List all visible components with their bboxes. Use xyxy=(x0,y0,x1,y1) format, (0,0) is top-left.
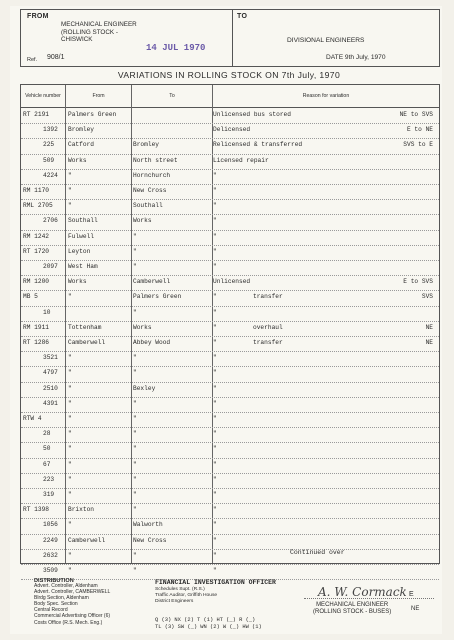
table-row xyxy=(21,138,439,154)
to-cell: " xyxy=(133,491,137,498)
fio-heading: FINANCIAL INVESTIGATION OFFICER xyxy=(155,579,276,586)
reason-cell: " xyxy=(213,369,217,377)
vehicle-number: 1056 xyxy=(43,521,58,529)
table-row xyxy=(21,534,439,550)
reason-cell: Unlicensed xyxy=(213,278,251,286)
signature-line xyxy=(304,598,434,599)
table-row xyxy=(21,382,439,398)
to-cell: Southall xyxy=(133,202,163,210)
reason-cell: " xyxy=(213,430,217,438)
from-cell: " xyxy=(68,445,72,453)
from-cell: Leyton xyxy=(68,247,91,255)
reason-detail-cell: overhaul xyxy=(253,323,283,331)
vehicle-number: RM 1200 xyxy=(23,278,49,286)
continued-note: Continued over xyxy=(290,549,345,556)
reason-cell: " xyxy=(213,217,217,225)
vehicle-number: 509 xyxy=(43,156,55,164)
from-cell: Southall xyxy=(68,217,98,225)
vehicle-number: RT 2191 xyxy=(23,111,49,118)
to-cell: Works xyxy=(133,217,152,225)
ref-label: Ref. xyxy=(27,57,38,63)
to-cell: " xyxy=(133,415,137,422)
vehicle-number: 2706 xyxy=(43,217,58,225)
header-to: To xyxy=(169,93,175,99)
memo-date: DATE 9th July, 1970 xyxy=(326,54,386,61)
to-cell: New Cross xyxy=(133,536,167,544)
handwritten-note-ne: NE xyxy=(411,606,420,612)
vehicle-number: 3509 xyxy=(43,567,58,574)
table-row xyxy=(21,351,439,367)
vehicle-number: 50 xyxy=(43,445,51,453)
table-row xyxy=(21,154,439,170)
memo-header xyxy=(20,9,440,67)
vehicle-number: 319 xyxy=(43,491,55,498)
reason-cell: " xyxy=(213,187,217,194)
from-cell: " xyxy=(68,430,72,438)
reason-cell: " xyxy=(213,567,217,574)
table-row xyxy=(21,473,439,489)
vehicle-number: 3521 xyxy=(43,354,58,362)
table-row xyxy=(21,442,439,458)
from-cell: " xyxy=(68,551,72,559)
distribution-label: DISTRIBUTION xyxy=(34,578,74,584)
table-row xyxy=(21,245,439,261)
vehicle-number: RM 1170 xyxy=(23,187,49,194)
table-row xyxy=(21,488,439,504)
reason-cell: " xyxy=(213,293,217,301)
header-vehicle: Vehicle number xyxy=(25,93,61,99)
to-cell: Works xyxy=(133,323,152,331)
to-cell: " xyxy=(133,460,137,468)
reason-cell: " xyxy=(213,460,217,468)
to-recipient: DIVISIONAL ENGINEERS xyxy=(287,37,365,44)
vehicle-number: RT 1398 xyxy=(23,506,49,514)
from-cell: Camberwell xyxy=(68,339,106,346)
reason-cell: " xyxy=(213,475,217,483)
vehicle-number: RT 1720 xyxy=(23,247,49,255)
reason-cell: Licensed repair xyxy=(213,156,269,164)
ref-value: 908/1 xyxy=(47,54,65,61)
reason-cell: " xyxy=(213,247,217,255)
division-cell: E to NE xyxy=(407,126,433,134)
to-cell: New Cross xyxy=(133,187,167,194)
from-cell: " xyxy=(68,354,72,362)
document-title: VARIATIONS IN ROLLING STOCK ON 7th July, 1970 xyxy=(117,70,341,80)
reason-cell: " xyxy=(213,232,217,240)
cc-list: Schedules Supt. (R.S.) Traffic Auditor, Griffith House District Engineers xyxy=(155,587,218,605)
division-cell: E to SVS xyxy=(403,278,433,286)
to-cell: North street xyxy=(133,156,178,164)
header-reason: Reason for variation xyxy=(302,93,350,99)
to-label: TO xyxy=(237,13,248,20)
vehicle-number: 2097 xyxy=(43,263,58,270)
vehicle-number: 225 xyxy=(43,141,55,149)
table-row xyxy=(21,123,439,139)
vehicle-number: 2249 xyxy=(43,536,58,544)
table-row xyxy=(21,184,439,200)
vehicle-number: 2510 xyxy=(43,384,58,392)
vehicle-number: 2632 xyxy=(43,551,58,559)
header-divider xyxy=(232,10,233,66)
table-row xyxy=(21,306,439,322)
table-row xyxy=(21,336,439,352)
from-cell: " xyxy=(68,384,72,392)
header-from: From xyxy=(92,93,105,99)
from-cell: " xyxy=(68,460,72,468)
table-row xyxy=(21,108,439,124)
to-cell: " xyxy=(133,551,137,559)
from-label: FROM xyxy=(27,13,49,20)
from-cell: " xyxy=(68,521,72,529)
table-row xyxy=(21,458,439,474)
from-cell: " xyxy=(68,399,72,407)
table-row xyxy=(21,260,439,276)
vehicle-number: MB 5 xyxy=(23,293,38,301)
vehicle-number: 223 xyxy=(43,475,55,483)
from-cell: Works xyxy=(68,156,87,164)
reason-detail-cell: transfer xyxy=(253,293,283,301)
from-cell: " xyxy=(68,171,72,179)
to-cell: " xyxy=(133,399,137,407)
from-cell: Fulwell xyxy=(68,232,94,240)
table-row xyxy=(21,214,439,230)
from-cell: Works xyxy=(68,278,87,286)
reason-cell: " xyxy=(213,536,217,544)
vehicle-number: 28 xyxy=(43,430,51,438)
table-row xyxy=(21,199,439,215)
reason-cell: " xyxy=(213,551,217,559)
table-row xyxy=(21,412,439,428)
from-cell: " xyxy=(68,475,72,483)
vehicle-number: 1392 xyxy=(43,126,58,134)
to-cell: " xyxy=(133,354,137,362)
table-row xyxy=(21,518,439,534)
from-cell: " xyxy=(68,415,72,422)
from-cell: Brixton xyxy=(68,506,94,514)
from-cell: West Ham xyxy=(68,263,98,270)
from-cell: Bromley xyxy=(68,126,94,134)
vehicle-number: 4797 xyxy=(43,369,58,377)
table-row xyxy=(21,321,439,337)
reason-cell: " xyxy=(213,323,217,331)
table-row xyxy=(21,503,439,519)
to-cell: Abbey Wood xyxy=(133,339,171,346)
reason-cell: " xyxy=(213,339,217,346)
from-line-2: (ROLLING STOCK - xyxy=(61,28,118,36)
division-cell: NE xyxy=(425,323,433,331)
vehicle-number: 10 xyxy=(43,308,51,316)
reason-cell: " xyxy=(213,506,217,514)
garage-codes: Q (3) NX (2) T (1) HT (_) R (_) TL (3) SW (_) WN (2) W (_) HW (1) xyxy=(155,617,262,630)
to-cell: Walworth xyxy=(133,521,163,529)
reason-cell: " xyxy=(213,445,217,453)
division-cell: NE to SVS xyxy=(399,111,433,118)
vehicle-number: RT 1286 xyxy=(23,339,49,346)
signature: A. W. Cormack xyxy=(318,585,407,599)
from-cell: " xyxy=(68,293,72,301)
to-cell: " xyxy=(133,506,137,514)
from-address xyxy=(61,21,137,44)
from-line-1: MECHANICAL ENGINEER xyxy=(61,21,137,28)
vehicle-number: RM 1242 xyxy=(23,232,49,240)
table-row xyxy=(21,366,439,382)
from-cell: Palmers Green xyxy=(68,111,117,118)
from-line-3: CHISWICK xyxy=(61,36,93,44)
division-cell: SVS to E xyxy=(403,141,433,149)
to-cell: Bromley xyxy=(133,141,159,149)
reason-detail-cell: transfer xyxy=(253,339,283,346)
division-cell: SVS xyxy=(421,293,433,301)
vehicle-number: 4391 xyxy=(43,399,58,407)
table-row xyxy=(21,427,439,443)
from-cell: " xyxy=(68,202,72,210)
to-cell: " xyxy=(133,475,137,483)
table-row xyxy=(21,397,439,413)
from-cell: Camberwell xyxy=(68,536,106,544)
reason-cell: " xyxy=(213,399,217,407)
from-cell: " xyxy=(68,567,72,574)
to-cell: Palmers Green xyxy=(133,293,182,301)
reason-cell: Relicensed & transferred xyxy=(213,141,303,149)
reason-cell: " xyxy=(213,415,217,422)
table-row xyxy=(21,549,439,565)
to-cell: " xyxy=(133,308,137,316)
to-cell: " xyxy=(133,247,137,255)
vehicle-number: RML 2705 xyxy=(23,202,53,210)
vehicle-number: RM 1911 xyxy=(23,323,49,331)
table-row xyxy=(21,230,439,246)
to-cell: Hornchurch xyxy=(133,171,171,179)
to-cell: " xyxy=(133,263,137,270)
vehicle-number: 4224 xyxy=(43,171,58,179)
table-row xyxy=(21,564,439,580)
reason-cell: " xyxy=(213,354,217,362)
division-cell: NE xyxy=(425,339,433,346)
reason-cell: " xyxy=(213,384,217,392)
signature-title: MECHANICAL ENGINEER (ROLLING STOCK - BUSES) xyxy=(313,602,392,615)
to-cell: " xyxy=(133,445,137,453)
reason-cell: " xyxy=(213,308,217,316)
from-cell: Catford xyxy=(68,141,94,149)
reason-cell: " xyxy=(213,521,217,529)
table-row xyxy=(21,169,439,185)
to-cell: Bexley xyxy=(133,384,156,392)
table-row xyxy=(21,290,439,306)
received-stamp: 14 JUL 1970 xyxy=(146,43,206,53)
to-cell: " xyxy=(133,567,137,574)
reason-cell: " xyxy=(213,171,217,179)
reason-cell: " xyxy=(213,263,217,270)
vehicle-number: RTW 4 xyxy=(23,415,42,422)
vehicle-number: 67 xyxy=(43,460,51,468)
to-cell: Camberwell xyxy=(133,278,171,286)
handwritten-note-e: E xyxy=(409,591,414,598)
reason-cell: " xyxy=(213,491,217,498)
to-cell: " xyxy=(133,430,137,438)
from-cell: " xyxy=(68,369,72,377)
from-cell: " xyxy=(68,491,72,498)
table-header xyxy=(21,85,439,108)
reason-cell: " xyxy=(213,202,217,210)
table-row xyxy=(21,275,439,291)
to-cell: " xyxy=(133,369,137,377)
from-cell: " xyxy=(68,187,72,194)
to-cell: " xyxy=(133,232,137,240)
reason-cell: Delicensed xyxy=(213,126,251,134)
reason-cell: Unlicensed bus stored xyxy=(213,111,291,118)
from-cell: Tottenham xyxy=(68,323,102,331)
distribution-list: Advert. Controller, Aldenham Advert. Controller, CAMBERWELL Blrdg Section, Aldenham Body Spec. Section Central Record Commercial Advertising Officer (6) Costs Office (R.S. Mech. Eng.) xyxy=(34,583,111,626)
